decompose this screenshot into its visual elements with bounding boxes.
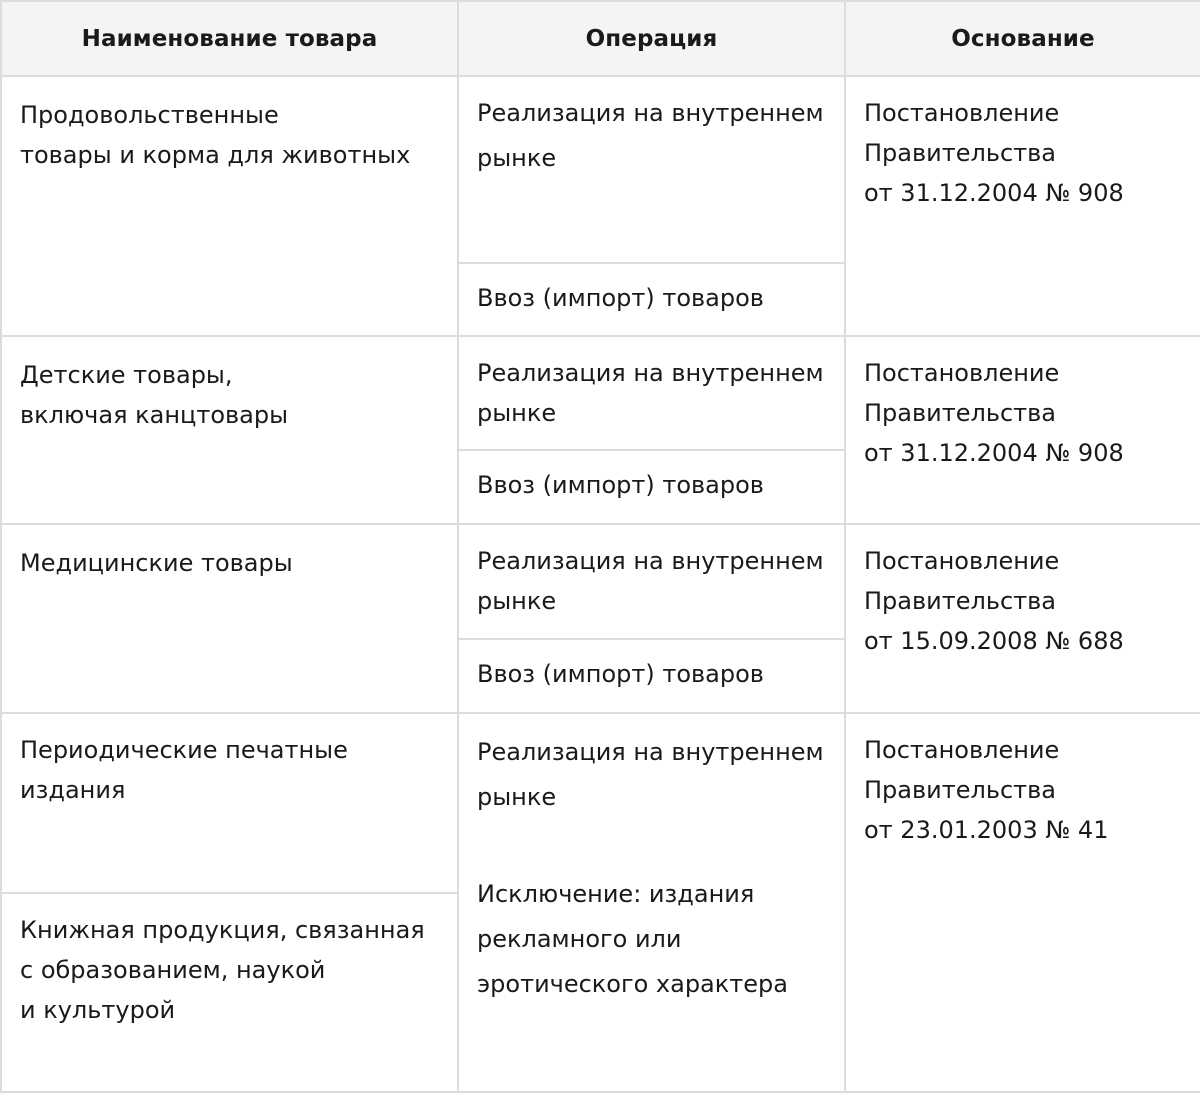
header-operation: Операция [458,1,845,76]
operation-exception: Исключение: издания рекламного или эротического характера [477,879,788,998]
basis-text: Постановление Правительства от 15.09.2008 № 688 [864,547,1124,656]
operation-cell [458,336,845,450]
product-name: Периодические печатные издания [20,735,348,804]
product-cell [1,76,458,336]
product-name-secondary: Книжная продукция, связанная с образованием, наукой и культурой [20,916,425,1025]
product-cell [1,336,458,525]
basis-cell [845,713,1200,1092]
basis-text: Постановление Правительства от 31.12.2004 № 908 [864,99,1124,207]
basis-cell [845,336,1200,525]
product-name: Медицинские товары [20,549,293,578]
operation-domestic: Реализация на внутреннем рынке [477,358,824,427]
operation-cell [458,524,845,638]
basis-cell [845,76,1200,336]
operation-cell [458,263,845,336]
header-product: Наименование товара [1,1,458,76]
product-cell [1,524,458,713]
table-header-row [1,1,1200,76]
product-cell [1,893,458,1092]
basis-text: Постановление Правительства от 23.01.2003 № 41 [864,735,1109,844]
table-row [1,713,1200,894]
operation-import: Ввоз (импорт) товаров [477,471,764,500]
table-row [1,336,1200,450]
product-name: Детские товары, включая канцтовары [20,360,289,429]
operation-cell [458,76,845,263]
table-row [1,524,1200,638]
product-cell [1,713,458,894]
basis-text: Постановление Правительства от 31.12.2004 № 908 [864,358,1124,467]
operation-import: Ввоз (импорт) товаров [477,659,764,688]
basis-cell [845,524,1200,713]
operation-cell [458,713,845,1092]
operation-cell [458,639,845,713]
operation-domestic: Реализация на внутреннем рынке [477,547,824,616]
operation-import: Ввоз (импорт) товаров [477,283,764,312]
operation-domestic: Реализация на внутреннем рынке [477,737,824,811]
table-row [1,76,1200,263]
operation-domestic: Реализация на внутреннем рынке [477,99,824,172]
header-basis: Основание [845,1,1200,76]
operation-cell [458,450,845,524]
product-name: Продовольственные товары и корма для животных [20,101,411,169]
